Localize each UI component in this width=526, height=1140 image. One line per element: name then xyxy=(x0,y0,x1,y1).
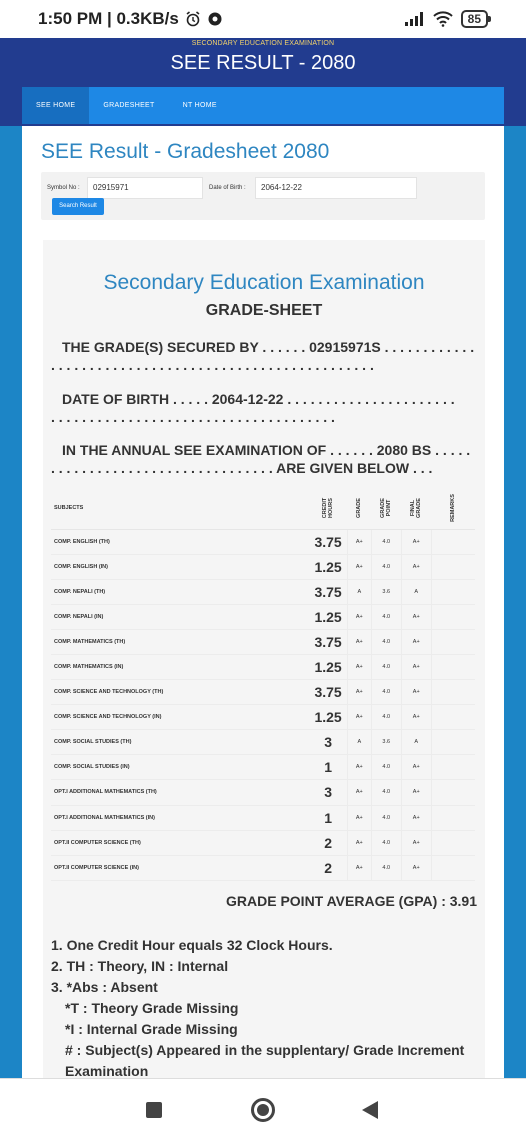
remarks-cell xyxy=(431,629,475,654)
table-row xyxy=(51,529,475,554)
grades-table xyxy=(51,487,475,881)
table-row xyxy=(51,554,475,579)
final-grade-cell: A+ xyxy=(401,755,431,780)
credit-hours-cell: 1.25 xyxy=(309,654,347,679)
grade-point-cell: 4.0 xyxy=(371,529,401,554)
table-row xyxy=(51,755,475,780)
secured-line-1: THE GRADE(S) SECURED BY . . . . . . 02915971S . . . . . . . . . . . . xyxy=(62,339,475,355)
grade-point-cell: 3.6 xyxy=(371,730,401,755)
grade-cell: A+ xyxy=(347,830,371,855)
subject-cell: COMP. NEPALI (TH) xyxy=(51,579,309,604)
note-item: 3. *Abs : Absent xyxy=(51,979,158,995)
grade-sheet xyxy=(43,240,485,1078)
credit-hours-cell: 2 xyxy=(309,830,347,855)
table-row xyxy=(51,680,475,705)
header-credit-hours xyxy=(309,487,347,529)
remarks-cell xyxy=(431,529,475,554)
subject-cell: OPT.II COMPUTER SCIENCE (TH) xyxy=(51,830,309,855)
grade-point-cell: 4.0 xyxy=(371,554,401,579)
search-form xyxy=(41,172,485,220)
grade-point-cell: 4.0 xyxy=(371,654,401,679)
exam-title: Secondary Education Examination xyxy=(103,271,425,294)
credit-hours-cell: 3.75 xyxy=(309,529,347,554)
grade-point-cell: 4.0 xyxy=(371,604,401,629)
subject-cell: COMP. SOCIAL STUDIES (IN) xyxy=(51,755,309,780)
grade-cell: A+ xyxy=(347,629,371,654)
subject-cell: COMP. SCIENCE AND TECHNOLOGY (TH) xyxy=(51,680,309,705)
note-item: *T : Theory Grade Missing xyxy=(65,1000,239,1016)
note-item: # : Subject(s) Appeared in the supplentary/ Grade Increment Examination xyxy=(65,1042,465,1078)
table-row xyxy=(51,730,475,755)
remarks-cell xyxy=(431,680,475,705)
credit-hours-cell: 2 xyxy=(309,855,347,880)
grade-cell: A+ xyxy=(347,780,371,805)
grade-point-cell: 4.0 xyxy=(371,805,401,830)
final-grade-cell: A xyxy=(401,579,431,604)
final-grade-cell: A+ xyxy=(401,705,431,730)
subject-cell: COMP. SCIENCE AND TECHNOLOGY (IN) xyxy=(51,705,309,730)
grade-cell: A+ xyxy=(347,654,371,679)
final-grade-cell: A+ xyxy=(401,529,431,554)
final-grade-cell: A+ xyxy=(401,604,431,629)
alarm-icon xyxy=(185,11,201,27)
subject-cell: OPT.I ADDITIONAL MATHEMATICS (TH) xyxy=(51,780,309,805)
search-result-button[interactable]: Search Result xyxy=(52,198,104,215)
grade-point-cell: 4.0 xyxy=(371,705,401,730)
wifi-icon xyxy=(433,11,453,27)
dob-text xyxy=(51,390,475,426)
grade-cell: A xyxy=(347,730,371,755)
status-time: 1:50 PM | 0.3KB/s xyxy=(38,9,179,28)
table-row xyxy=(51,579,475,604)
nav-see-home[interactable]: SEE HOME xyxy=(22,87,89,124)
header-grade xyxy=(347,487,371,529)
grade-point-cell: 4.0 xyxy=(371,855,401,880)
notification-icon xyxy=(207,11,223,27)
home-icon[interactable] xyxy=(251,1098,275,1122)
back-icon[interactable] xyxy=(362,1101,378,1119)
credit-hours-cell: 3.75 xyxy=(309,629,347,654)
final-grade-cell: A+ xyxy=(401,805,431,830)
dob-line-2: . . . . . . . . . . . . . . . . . . . . . . . . . . . . . . . . . . . . . xyxy=(51,409,335,425)
table-row xyxy=(51,654,475,679)
exam-line-1: IN THE ANNUAL SEE EXAMINATION OF . . . . . . 2080 BS . . . . . xyxy=(62,442,471,458)
final-grade-cell: A+ xyxy=(401,830,431,855)
grade-cell: A xyxy=(347,579,371,604)
grade-cell: A+ xyxy=(347,855,371,880)
grade-cell: A+ xyxy=(347,680,371,705)
site-subtitle: SECONDARY EDUCATION EXAMINATION xyxy=(191,40,335,47)
remarks-cell xyxy=(431,604,475,629)
table-row xyxy=(51,780,475,805)
credit-hours-cell: 1.25 xyxy=(309,604,347,629)
header-grade-label: GRADE xyxy=(356,497,363,518)
grade-cell: A+ xyxy=(347,755,371,780)
grades-table-body xyxy=(51,529,475,880)
header-credit-hours-label: CREDIT HOURS xyxy=(322,497,335,518)
left-side-band xyxy=(0,126,22,1078)
credit-hours-cell: 1 xyxy=(309,805,347,830)
grade-point-cell: 3.6 xyxy=(371,579,401,604)
credit-hours-cell: 3 xyxy=(309,730,347,755)
right-side-band xyxy=(504,126,526,1078)
grade-cell: A+ xyxy=(347,554,371,579)
credit-hours-cell: 1.25 xyxy=(309,705,347,730)
grade-point-cell: 4.0 xyxy=(371,755,401,780)
grade-cell: A+ xyxy=(347,604,371,629)
note-item: 1. One Credit Hour equals 32 Clock Hours. xyxy=(51,937,333,953)
main-content xyxy=(22,126,504,1078)
status-right xyxy=(405,10,488,28)
grade-cell: A+ xyxy=(347,705,371,730)
grade-cell: A+ xyxy=(347,805,371,830)
subject-cell: COMP. NEPALI (IN) xyxy=(51,604,309,629)
system-nav-bar xyxy=(0,1078,526,1140)
grade-cell: A+ xyxy=(347,529,371,554)
grade-point-cell: 4.0 xyxy=(371,780,401,805)
note-item: 2. TH : Theory, IN : Internal xyxy=(51,958,229,974)
table-header-row xyxy=(51,487,475,529)
final-grade-cell: A+ xyxy=(401,780,431,805)
grade-sheet-heading: GRADE-SHEET xyxy=(205,302,323,319)
final-grade-cell: A+ xyxy=(401,855,431,880)
subject-cell: COMP. ENGLISH (TH) xyxy=(51,529,309,554)
grade-point-cell: 4.0 xyxy=(371,830,401,855)
credit-hours-cell: 1 xyxy=(309,755,347,780)
remarks-cell xyxy=(431,755,475,780)
nav-nt-home[interactable]: NT HOME xyxy=(182,102,217,109)
signal-icon xyxy=(405,12,425,26)
header-grade-point xyxy=(371,487,401,529)
table-row xyxy=(51,830,475,855)
remarks-cell xyxy=(431,579,475,604)
symbol-input[interactable]: 02915971 xyxy=(87,177,203,199)
credit-hours-cell: 1.25 xyxy=(309,554,347,579)
page-title: SEE Result - Gradesheet 2080 xyxy=(41,140,330,163)
table-row xyxy=(51,855,475,880)
subject-cell: COMP. MATHEMATICS (TH) xyxy=(51,629,309,654)
dob-line-1: DATE OF BIRTH . . . . . 2064-12-22 . . . . . . . . . . . . . . . . . . . . . . xyxy=(62,391,455,407)
recent-apps-icon[interactable] xyxy=(146,1102,162,1118)
main-nav xyxy=(22,87,504,124)
credit-hours-cell: 3.75 xyxy=(309,579,347,604)
exam-text xyxy=(51,441,475,477)
header-final-grade xyxy=(401,487,431,529)
subject-cell: OPT.II COMPUTER SCIENCE (IN) xyxy=(51,855,309,880)
subject-cell: COMP. SOCIAL STUDIES (TH) xyxy=(51,730,309,755)
battery-indicator: 85 xyxy=(461,10,488,28)
header-remarks-label: REMARKS xyxy=(450,493,457,522)
final-grade-cell: A+ xyxy=(401,629,431,654)
secured-line-2: . . . . . . . . . . . . . . . . . . . . . . . . . . . . . . . . . . . . . . . . . . xyxy=(51,357,374,373)
gpa-text: GRADE POINT AVERAGE (GPA) : 3.91 xyxy=(226,893,477,909)
note-item: *I : Internal Grade Missing xyxy=(65,1021,238,1037)
header-grade-point-label: GRADE POINT xyxy=(380,497,393,518)
final-grade-cell: A+ xyxy=(401,554,431,579)
nav-gradesheet[interactable]: GRADESHEET xyxy=(103,102,155,109)
subject-cell: COMP. ENGLISH (IN) xyxy=(51,554,309,579)
header-final-grade-label: FINAL GRADE xyxy=(410,497,423,518)
table-row xyxy=(51,604,475,629)
exam-line-2: . . . . . . . . . . . . . . . . . . . . . . . . . . . . . ARE GIVEN BELOW . . . xyxy=(51,460,433,476)
remarks-cell xyxy=(431,855,475,880)
remarks-cell xyxy=(431,730,475,755)
table-row xyxy=(51,629,475,654)
header-subjects: SUBJECTS xyxy=(51,487,309,529)
header-remarks xyxy=(431,487,475,529)
table-row xyxy=(51,705,475,730)
status-left xyxy=(38,9,223,29)
dob-input[interactable]: 2064-12-22 xyxy=(255,177,417,199)
remarks-cell xyxy=(431,805,475,830)
remarks-cell xyxy=(431,705,475,730)
grade-point-cell: 4.0 xyxy=(371,629,401,654)
final-grade-cell: A+ xyxy=(401,654,431,679)
subject-cell: OPT.I ADDITIONAL MATHEMATICS (IN) xyxy=(51,805,309,830)
final-grade-cell: A+ xyxy=(401,680,431,705)
remarks-cell xyxy=(431,780,475,805)
grade-point-cell: 4.0 xyxy=(371,680,401,705)
remarks-cell xyxy=(431,830,475,855)
subject-cell: COMP. MATHEMATICS (IN) xyxy=(51,654,309,679)
table-row xyxy=(51,805,475,830)
symbol-label: Symbol No : xyxy=(47,185,80,191)
site-title: SEE RESULT - 2080 xyxy=(170,52,356,74)
secured-by-text xyxy=(51,338,475,374)
remarks-cell xyxy=(431,654,475,679)
final-grade-cell: A xyxy=(401,730,431,755)
remarks-cell xyxy=(431,554,475,579)
status-bar xyxy=(0,0,526,38)
notes xyxy=(51,935,481,1078)
dob-label: Date of Birth : xyxy=(209,185,246,191)
credit-hours-cell: 3.75 xyxy=(309,680,347,705)
credit-hours-cell: 3 xyxy=(309,780,347,805)
